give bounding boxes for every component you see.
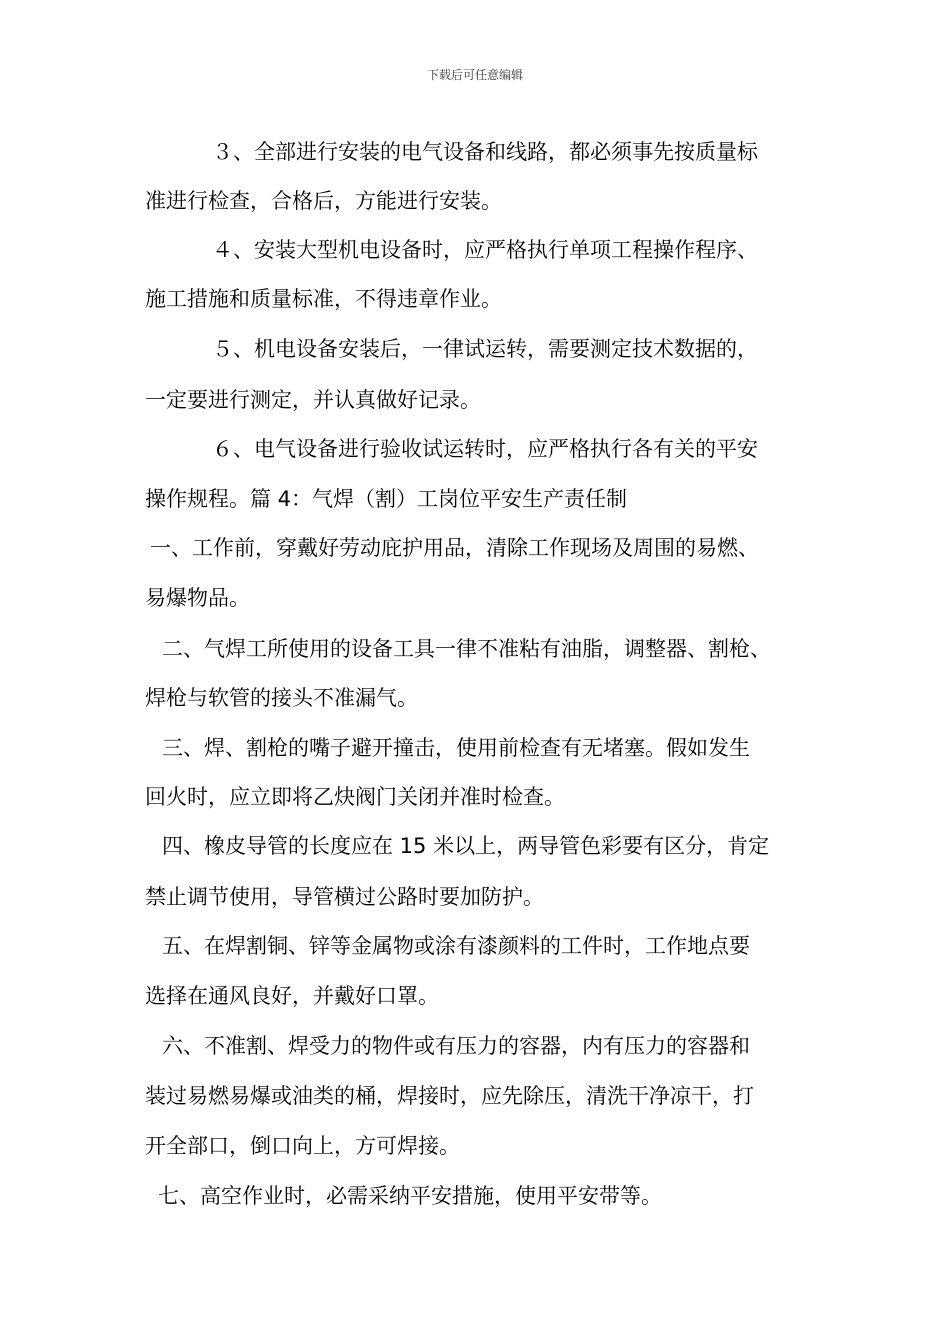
text-line: ５、机电设备安装后，一律试运转，需要测定技术数据的， (212, 337, 758, 361)
text-line: 开全部口，倒口向上，方可焊接。 (145, 1134, 460, 1158)
text-line: ４、安装大型机电设备时，应严格执行单项工程操作程序、 (212, 238, 758, 262)
page-header-note: 下载后可任意编辑 (426, 68, 523, 82)
text-line: 二、气焊工所使用的设备工具一律不准粘有油脂，调整器、割枪、 (162, 637, 771, 661)
text-line: 三、焊、割枪的嘴子避开撞击，使用前检查有无堵塞。假如发生 (162, 736, 750, 760)
text-line: 准进行检查，合格后，方能进行安装。 (145, 189, 502, 213)
text-line: 施工措施和质量标准，不得违章作业。 (145, 287, 502, 311)
text-line: 五、在焊割铜、锌等金属物或涂有漆颜料的工件时，工作地点要 (162, 934, 750, 958)
text-line: 六、不准割、焊受力的物件或有压力的容器，内有压力的容器和 (162, 1034, 750, 1058)
text-line: 禁止调节使用，导管横过公路时要加防护。 (145, 885, 544, 909)
text-line: 装过易燃易爆或油类的桶，焊接时，应先除压，清洗干净凉干，打 (145, 1084, 754, 1108)
text-line: 回火时，应立即将乙炔阀门关闭并准时检查。 (145, 785, 565, 809)
text-line: ３、全部进行安装的电气设备和线路，都必须事先按质量标 (212, 140, 758, 164)
text-line: 选择在通风良好，并戴好口罩。 (145, 984, 439, 1008)
text-line: 四、橡皮导管的长度应在 15 米以上，两导管色彩要有区分，肯定 (162, 834, 770, 858)
text-line: 一、工作前，穿戴好劳动庇护用品，清除工作现场及周围的易燃、 (150, 536, 759, 560)
text-line: ６、电气设备进行验收试运转时，应严格执行各有关的平安 (212, 437, 758, 461)
text-line: 一定要进行测定，并认真做好记录。 (145, 388, 481, 412)
text-line: 焊枪与软管的接头不准漏气。 (145, 686, 418, 710)
text-line: 操作规程。篇 4：气焊（割）工岗位平安生产责任制 (145, 487, 628, 511)
text-line: 七、高空作业时，必需采纳平安措施，使用平安带等。 (158, 1184, 662, 1208)
text-line: 易爆物品。 (145, 586, 250, 610)
